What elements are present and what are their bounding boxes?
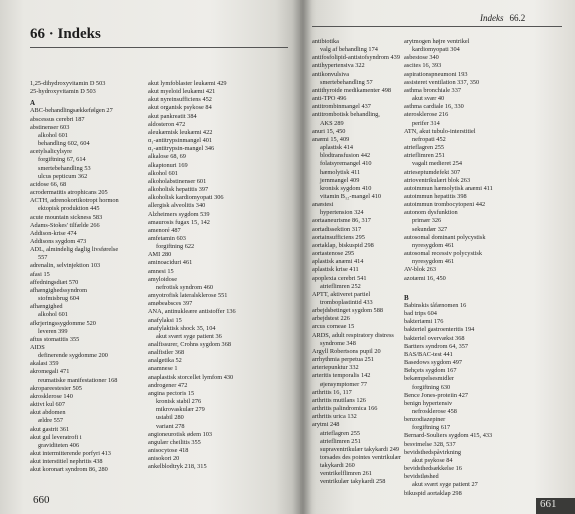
index-entry: autosomal dominant polycystisk (404, 233, 486, 241)
index-entry: AIDS (30, 344, 45, 351)
index-entry: akut gul leveratrofi i (30, 433, 82, 441)
index-entry: affedningsdiæt 570 (30, 278, 79, 286)
index-subentry: ældre 557 (38, 417, 64, 425)
index-subentry: smertebehandling 57 (320, 78, 373, 86)
index-entry: azotæmi 16, 450 (404, 274, 446, 282)
index-entry: antihypertensiva 322 (312, 62, 365, 70)
index-entry: angioneurotisk ødem 103 (148, 430, 213, 438)
index-entry: amyotrofisk lateralsklerose 551 (148, 292, 228, 300)
index-entry: aldosteron 472 (148, 120, 186, 128)
index-entry: antithyroide medikamenter 498 (312, 86, 392, 94)
index-entry: afhængighedssyndrom (30, 286, 88, 294)
index-subentry: vagalt medieret 254 (412, 160, 463, 168)
index-subentry: hypertension 324 (320, 209, 364, 217)
index-entry: 1,25-dihydroxyvitamin D 503 (30, 80, 106, 87)
index-subentry: akut svært syge patient 36 (156, 332, 222, 340)
index-entry: Bartters syndrom 64, 357 (404, 342, 469, 350)
index-subentry: blodtransfusion 442 (320, 152, 371, 160)
index-entry: analfistler 368 (148, 349, 185, 357)
index-subentry: syndrome 348 (320, 339, 356, 347)
index-subentry: vitamin B₁₂-mangel 410 (320, 192, 382, 200)
index-entry: bevidsthedsækkelse 16 (404, 465, 462, 473)
index-entry: analfissurer, Crohns sygdom 368 (148, 341, 231, 348)
index-entry: bekæmpelsesmidler (404, 375, 455, 383)
page-number-right: 661 (536, 498, 575, 514)
index-entry: benign hypertensiv (404, 399, 453, 407)
index-entry: afhængighed (30, 303, 63, 311)
index-entry: α₁-antitrypsin-mangel 346 (148, 145, 215, 153)
index-subentry: atrieflimren 252 (320, 282, 361, 290)
index-subentry: reumatiske manifestationer 168 (38, 376, 118, 384)
index-entry: aplastisk anæmi 414 (312, 258, 364, 266)
index-subentry: ustabil 280 (156, 414, 184, 422)
index-subentry: alkohol 601 (38, 311, 68, 319)
index-entry: adrenalin, selvinjektion 103 (30, 262, 101, 270)
index-subentry: tromboplastintid 433 (320, 299, 373, 306)
index-entry: Bence Jones-proteiin 427 (404, 391, 469, 399)
index-entry: akut intermitterende porfyri 413 (30, 450, 111, 458)
index-entry: Adams-Stokes' tilfælde 266 (30, 221, 100, 229)
index-subentry: nefrosklerose 458 (412, 408, 457, 416)
index-entry: anæstesi (312, 201, 334, 209)
index-entry: ascites 16, 393 (404, 62, 442, 70)
index-subentry: primær 326 (412, 217, 442, 225)
index-entry: anamnese 1 (148, 365, 178, 373)
index-entry: acidose 66, 68 (30, 180, 67, 188)
index-subentry: aplastisk 414 (320, 144, 354, 152)
index-entry: benzodiazepiner (404, 416, 446, 424)
index-entry: analgetika 52 (148, 357, 182, 365)
index-entry: AV-blok 263 (404, 266, 437, 274)
index-entry: arthritis mutilans 126 (312, 396, 366, 404)
index-entry: Addison-krise 474 (30, 229, 77, 237)
index-entry: alkaptonuri 169 (148, 161, 188, 169)
index-entry: anti-TPO 496 (312, 95, 347, 103)
index-entry: bevidsthedspåvirkning (404, 448, 462, 456)
index-entry: antitrombotisk behandling, (312, 111, 380, 119)
index-entry: autoimmun trombocytopeni 442 (404, 201, 486, 209)
index-entry: arrhythmia perpetua 251 (312, 356, 374, 364)
index-subentry: smertebehandling 53 (38, 164, 91, 172)
index-entry: aminoaciduri 461 (148, 259, 193, 267)
index-entry: arteritis temporalis 142 (312, 372, 371, 380)
index-entry: angina pectoris 15 (148, 389, 195, 397)
index-entry: assisteret ventilation 337, 350 (404, 78, 480, 86)
index-entry: afkrjeringssygdomme 520 (30, 319, 96, 327)
index-subentry: jernmangel 409 (320, 176, 360, 184)
index-entry: antitrombinmangel 437 (312, 103, 371, 111)
index-entry: 25-hydroxyvitamin D 503 (30, 88, 96, 96)
index-entry: arthritis palindromica 166 (312, 405, 378, 413)
index-column-4 (404, 38, 564, 498)
index-entry: ABC-behandlingsækkefølgen 27 (30, 107, 113, 115)
index-entry: aterosklerose 216 (404, 111, 449, 119)
index-entry: ADL, almindelig daglig livsførelse (30, 246, 119, 254)
index-entry: anisokori 20 (148, 455, 180, 463)
index-entry: ANA, antinukleære antistoffer 136 (148, 308, 236, 316)
index-column-1 (30, 80, 148, 475)
index-subentry: ulcus pepticum 362 (38, 172, 88, 180)
index-entry: akalasi 359 (30, 360, 59, 368)
index-entry: anisocytose 418 (148, 447, 189, 455)
index-entry: arteriepunktur 332 (312, 364, 359, 372)
index-column-2 (148, 80, 290, 472)
index-entry: akut pankreatit 384 (148, 112, 197, 120)
index-subentry: nyresygdom 461 (412, 258, 455, 266)
index-entry: ATN, akut tubulo-interstitiel (404, 127, 476, 135)
index-subentry: stofmisbrug 604 (38, 295, 80, 303)
index-subentry: AKS 289 (320, 119, 344, 127)
index-entry: anafylaktisk shock 35, 104 (148, 324, 216, 332)
index-subentry: atrieflimren 251 (320, 437, 361, 445)
index-entry: amøbeabsces 397 (148, 300, 193, 308)
index-entry: akut gastrit 361 (30, 425, 70, 433)
index-entry: alkoholabstinenser 601 (148, 177, 207, 185)
index-subentry: kardiomyopati 304 (412, 46, 460, 54)
index-subentry: alkohol 601 (38, 131, 68, 139)
index-subentry: akut svært syge patient 27 (412, 481, 478, 489)
index-entry: acrodermatitis atrophicans 205 (30, 189, 108, 197)
index-subentry: ektopisk produktion 445 (38, 205, 100, 213)
index-entry: aortainsufficiens 295 (312, 233, 365, 241)
index-entry: amnesi 15 (148, 267, 174, 275)
index-entry: akromegali 471 (30, 368, 70, 376)
index-entry: aortaklap, biskuspid 298 (312, 241, 374, 249)
index-entry: arbejdstest 226 (312, 315, 350, 323)
index-entry: antifosfolipid-antistofsyndrom 439 (312, 54, 400, 62)
index-subentry: ventrikelflimren 261 (320, 470, 372, 478)
index-entry: antikonvulsiva (312, 70, 350, 78)
page-number-left: 660 (33, 494, 50, 506)
index-entry: AMI 280 (148, 251, 172, 259)
index-entry: akut abdomen (30, 409, 66, 417)
index-spacer (404, 283, 564, 291)
index-entry: aortastenose 295 (312, 250, 355, 258)
index-entry: arytmi 248 (312, 421, 340, 429)
index-subentry: sekundær 327 (412, 225, 448, 233)
index-entry: anafylaksi 15 (148, 316, 182, 324)
index-entry: abstinenser 603 (30, 123, 70, 131)
index-entry: bakteriel gastroenteritis 194 (404, 326, 475, 334)
index-entry: α₁-antitrypsinmangel 401 (148, 137, 213, 145)
index-entry: akut organisk psykose 84 (148, 104, 212, 112)
running-header (480, 13, 525, 23)
index-entry: abscessus cerebri 187 (30, 115, 85, 123)
index-entry: aftus stomatitis 355 (30, 335, 80, 343)
index-entry: atrieseptumdefekt 307 (404, 168, 461, 176)
index-subentry: forgiftning 630 (412, 383, 451, 391)
index-subentry: kronisk stabil 276 (156, 398, 202, 406)
index-entry: autonom dysfunktion (404, 209, 458, 217)
index-entry: aktivt kul 607 (30, 401, 65, 409)
index-entry: alkoholisk kardiomyopati 306 (148, 194, 224, 202)
index-entry: Behçets sygdom 167 (404, 367, 457, 375)
index-entry: aleukæmisk leukæmi 422 (148, 128, 213, 136)
index-letter-heading: A (30, 99, 36, 108)
index-entry: aortaaneurisme 86, 317 (312, 217, 371, 225)
index-entry: anuri 15, 450 (312, 127, 346, 135)
index-entry: acute mountain sickness 583 (30, 213, 103, 221)
index-entry: atrieflagren 255 (404, 144, 445, 152)
index-entry: autoimmun hepatitis 398 (404, 192, 467, 200)
index-entry: afasi 15 (30, 270, 50, 278)
index-subentry: mikrovaskulær 279 (156, 406, 205, 414)
index-entry: angulær cheilitis 355 (148, 438, 201, 446)
index-subentry: kronisk sygdom 410 (320, 184, 372, 192)
index-entry: bad trips 604 (404, 310, 437, 318)
page-title: 66 · Indeks (30, 26, 101, 42)
index-entry: akut nyreinsufficiens 452 (148, 96, 212, 104)
index-subentry: definerende sygdomme 200 (38, 352, 108, 360)
index-entry: asthma cardiale 16, 330 (404, 103, 464, 111)
index-subentry: nyresygdom 461 (412, 241, 455, 249)
index-subentry: variant 278 (156, 422, 185, 430)
index-subentry: supraventrikulær takykardi 249 (320, 445, 400, 453)
index-entry: anaplastisk storcellet lymfom 430 (148, 373, 234, 381)
index-entry: allergisk alveolitis 340 (148, 202, 206, 210)
index-entry: arytmogen højre ventrikel (404, 38, 470, 45)
index-entry: amaurosis fugax 15, 142 (148, 218, 210, 226)
index-subentry: akut svær 40 (412, 95, 445, 103)
index-subentry: leveren 399 (38, 327, 68, 335)
running-header-label: Indeks (480, 13, 504, 23)
index-subentry: perifer 314 (412, 119, 440, 127)
index-entry: aortadissektion 317 (312, 225, 362, 233)
index-subentry: nefrotisk syndrom 460 (156, 283, 214, 291)
index-entry: asbestose 340 (404, 54, 439, 62)
index-entry: alkoholisk hepatitis 397 (148, 186, 209, 194)
index-entry: Babinskis tåfænomen 16 (404, 301, 467, 309)
index-subentry: valg af behandling 174 (320, 46, 378, 54)
index-subentry: folatsyremangel 410 (320, 160, 372, 168)
index-entry: androgener 472 (148, 381, 188, 389)
index-entry: akut interstitiel nephritis 438 (30, 458, 103, 466)
index-subentry: nefropati 452 (412, 135, 446, 143)
index-entry: ACTH, adrenokortikotropt hormon (30, 197, 119, 205)
index-entry: Bernard-Souliers sygdom 415, 433 (404, 432, 493, 440)
index-entry: atrioventrikulært blok 263 (404, 176, 471, 184)
index-entry: Addisons sygdom 473 (30, 237, 87, 245)
index-entry: BAS/BAC-test 441 (404, 350, 453, 358)
index-entry: besvimelse 328, 537 (404, 440, 456, 448)
index-entry: amenoré 487 (148, 226, 181, 234)
index-entry: aspirationspneumoni 193 (404, 70, 468, 78)
index-entry: akut myeloid leukæmi 421 (148, 88, 216, 96)
index-entry: alkalose 68, 69 (148, 153, 186, 161)
index-subentry: hæmolytisk 411 (320, 168, 361, 176)
index-entry: acetylsalicylsyre (30, 148, 72, 156)
index-entry: arthritis 16, 117 (312, 388, 352, 396)
index-entry: arbejdsbetinget sygdom 588 (312, 307, 384, 315)
index-entry: apoplexia cerebri 541 (312, 274, 367, 282)
index-entry: bakteriel overvækst 368 (404, 334, 465, 342)
index-entry: bakteriæmi 176 (404, 318, 444, 326)
index-entry: Basedows sygdom 497 (404, 359, 463, 367)
index-subentry: forgiftning 617 (412, 424, 451, 432)
index-entry: autosomal recessiv polycystisk (404, 250, 482, 258)
index-subentry: 557 (38, 254, 48, 262)
index-entry: arthritis urica 132 (312, 413, 357, 421)
index-entry: bevidstløshed (404, 473, 439, 481)
index-letter-heading: B (404, 293, 409, 302)
index-subentry: ventrikulær takykardi 258 (320, 478, 386, 486)
index-entry: bikuspid aortaklap 298 (404, 489, 462, 497)
index-entry: antibiotika (312, 38, 339, 45)
index-entry: autoimmun hæmolytisk anæmi 411 (404, 184, 493, 192)
index-entry: akut lymfoblaster leukæmi 429 (148, 80, 227, 87)
index-subentry: øjensymptomer 77 (320, 380, 368, 388)
index-entry: anæmi 15, 409 (312, 135, 350, 143)
index-entry: akut koronart syndrom 86, 280 (30, 466, 108, 474)
index-entry: amyloidose (148, 275, 178, 283)
index-entry: Argyll Robertsons pupil 20 (312, 347, 381, 355)
index-entry: alkohol 601 (148, 169, 178, 177)
index-subentry: forgiftning 67, 614 (38, 156, 86, 164)
index-entry: Alzheimers sygdom 539 (148, 210, 210, 218)
index-entry: ARDS, adult respiratory distress (312, 331, 394, 339)
running-header-number: 66.2 (509, 13, 526, 23)
header-rule (312, 26, 562, 27)
index-entry: asthma bronchiale 337 (404, 86, 462, 94)
index-subentry: atrieflagren 255 (320, 429, 361, 437)
index-entry: APTT, aktiveret partiel (312, 290, 371, 298)
index-subentry: akut psykose 84 (412, 456, 453, 464)
index-entry: aplastisk krise 411 (312, 266, 359, 274)
index-subentry: behandling 602, 604 (38, 140, 90, 148)
title-rule (30, 47, 288, 48)
index-entry: ankelblodtryk 218, 315 (148, 463, 207, 471)
index-entry: amfetamin 603 (148, 234, 186, 242)
index-entry: arcus corneae 15 (312, 323, 355, 331)
index-subentry: torsades des pointes ventrikulær (320, 453, 401, 461)
index-subentry: forgiftning 622 (156, 243, 195, 251)
index-entry: atrieflimren 251 (404, 152, 445, 160)
index-subentry: takykardi 260 (320, 462, 355, 470)
index-entry: akropareestesier 505 (30, 384, 82, 392)
index-entry: akrosklerose 140 (30, 392, 73, 400)
index-subentry: graviditeten 406 (38, 441, 80, 449)
